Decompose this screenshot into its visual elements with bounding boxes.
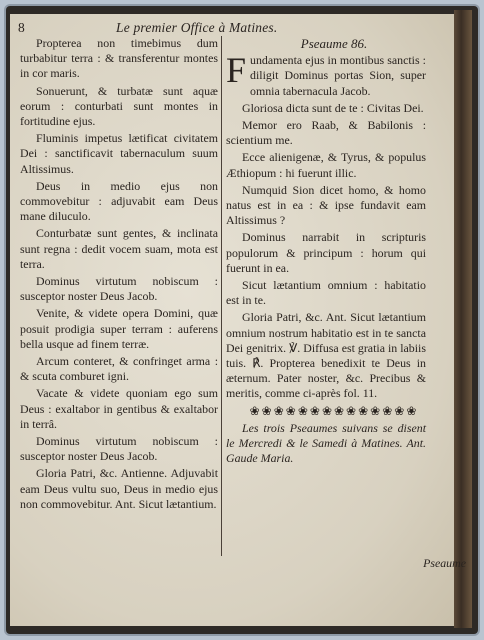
drop-cap: F: [226, 50, 247, 91]
verse: Vacate & videte quoniam ego sum Deus : exaltabor in gentibus & exaltabor in terrâ.: [20, 386, 218, 431]
verse: Conturbatæ sunt gentes, & inclinata sunt regna : dedit vocem suam, mota est terra.: [20, 226, 218, 271]
verse: Ecce alienigenæ, & Tyrus, & populus Æthiopum : hi fuerunt illic.: [226, 150, 426, 180]
book-spine: [454, 10, 472, 628]
verse: Dominus narrabit in scripturis populorum & principum : horum qui fuerunt in ea.: [226, 230, 426, 275]
rubric-note: Les trois Pseaumes suivans se disent le Mercredi & le Samedi à Matines. Ant. Gaude Maria.: [226, 420, 426, 466]
verse: Venite, & videte opera Domini, quæ posuit prodigia super terram : auferens bella usque ad finem terræ.: [20, 306, 218, 351]
verse: Gloria Patri, &c. Antienne. Adjuvabit eam Deus vultu suo, Deus in medio ejus non commovebitur. Ant. Sicut lætantium.: [20, 466, 218, 511]
verse: Fluminis impetus lætificat civitatem Dei : sanctificavit tabernaculum suum Altissimus.: [20, 131, 218, 176]
verse: Deus in medio ejus non commovebitur : adjuvabit eam Deus mane diluculo.: [20, 178, 218, 224]
first-verse: [226, 50, 426, 99]
column-divider: [221, 36, 222, 556]
verse: Propterea non timebimus dum turbabitur terra : & transferentur montes in cor maris.: [20, 36, 218, 81]
verse: Memor ero Raab, & Babilonis : scientium me.: [226, 118, 426, 148]
verse: Arcum conteret, & confringet arma : & scuta comburet igni.: [20, 354, 218, 384]
verse: Dominus virtutum nobiscum : susceptor noster Deus Jacob.: [20, 274, 218, 304]
verse: Numquid Sion dicet homo, & homo natus est in ea : & ipse fundavit eam Altissimus ?: [226, 182, 426, 228]
verse: Gloria Patri, &c. Ant. Sicut lætantium omnium nostrum habitatio est in te sancta Dei genitrix. ℣. Diffusa est gratia in labiis tuis. ℟. Propterea benedixit te Deus in æternum. Pater noster, &c. Precibus & meritis, comme ci-après fol. 11.: [226, 310, 426, 401]
first-verse-text: undamenta ejus in montibus sanctis : diligit Dominus portas Sion, super omnia tabernacula Jacob.: [250, 53, 426, 98]
right-column: [226, 36, 426, 468]
page-number: 8: [18, 20, 25, 35]
ornament-band: ❀❀❀❀❀❀❀❀❀❀❀❀❀❀: [249, 403, 419, 418]
catchword: Pseaume: [423, 556, 466, 570]
psalm-title: Pseaume 86.: [300, 36, 368, 51]
left-column: [20, 36, 218, 514]
running-title: Le premier Office à Matines.: [116, 20, 278, 35]
verse: Gloriosa dicta sunt de te : Civitas Dei.: [242, 100, 424, 115]
verse: Dominus virtutum nobiscum : susceptor noster Deus Jacob.: [20, 434, 218, 464]
verse: Sonuerunt, & turbatæ sunt aquæ eorum : conturbati sunt montes in fortitudine ejus.: [20, 83, 218, 129]
verse: Sicut lætantium omnium : habitatio est in te.: [226, 278, 426, 308]
